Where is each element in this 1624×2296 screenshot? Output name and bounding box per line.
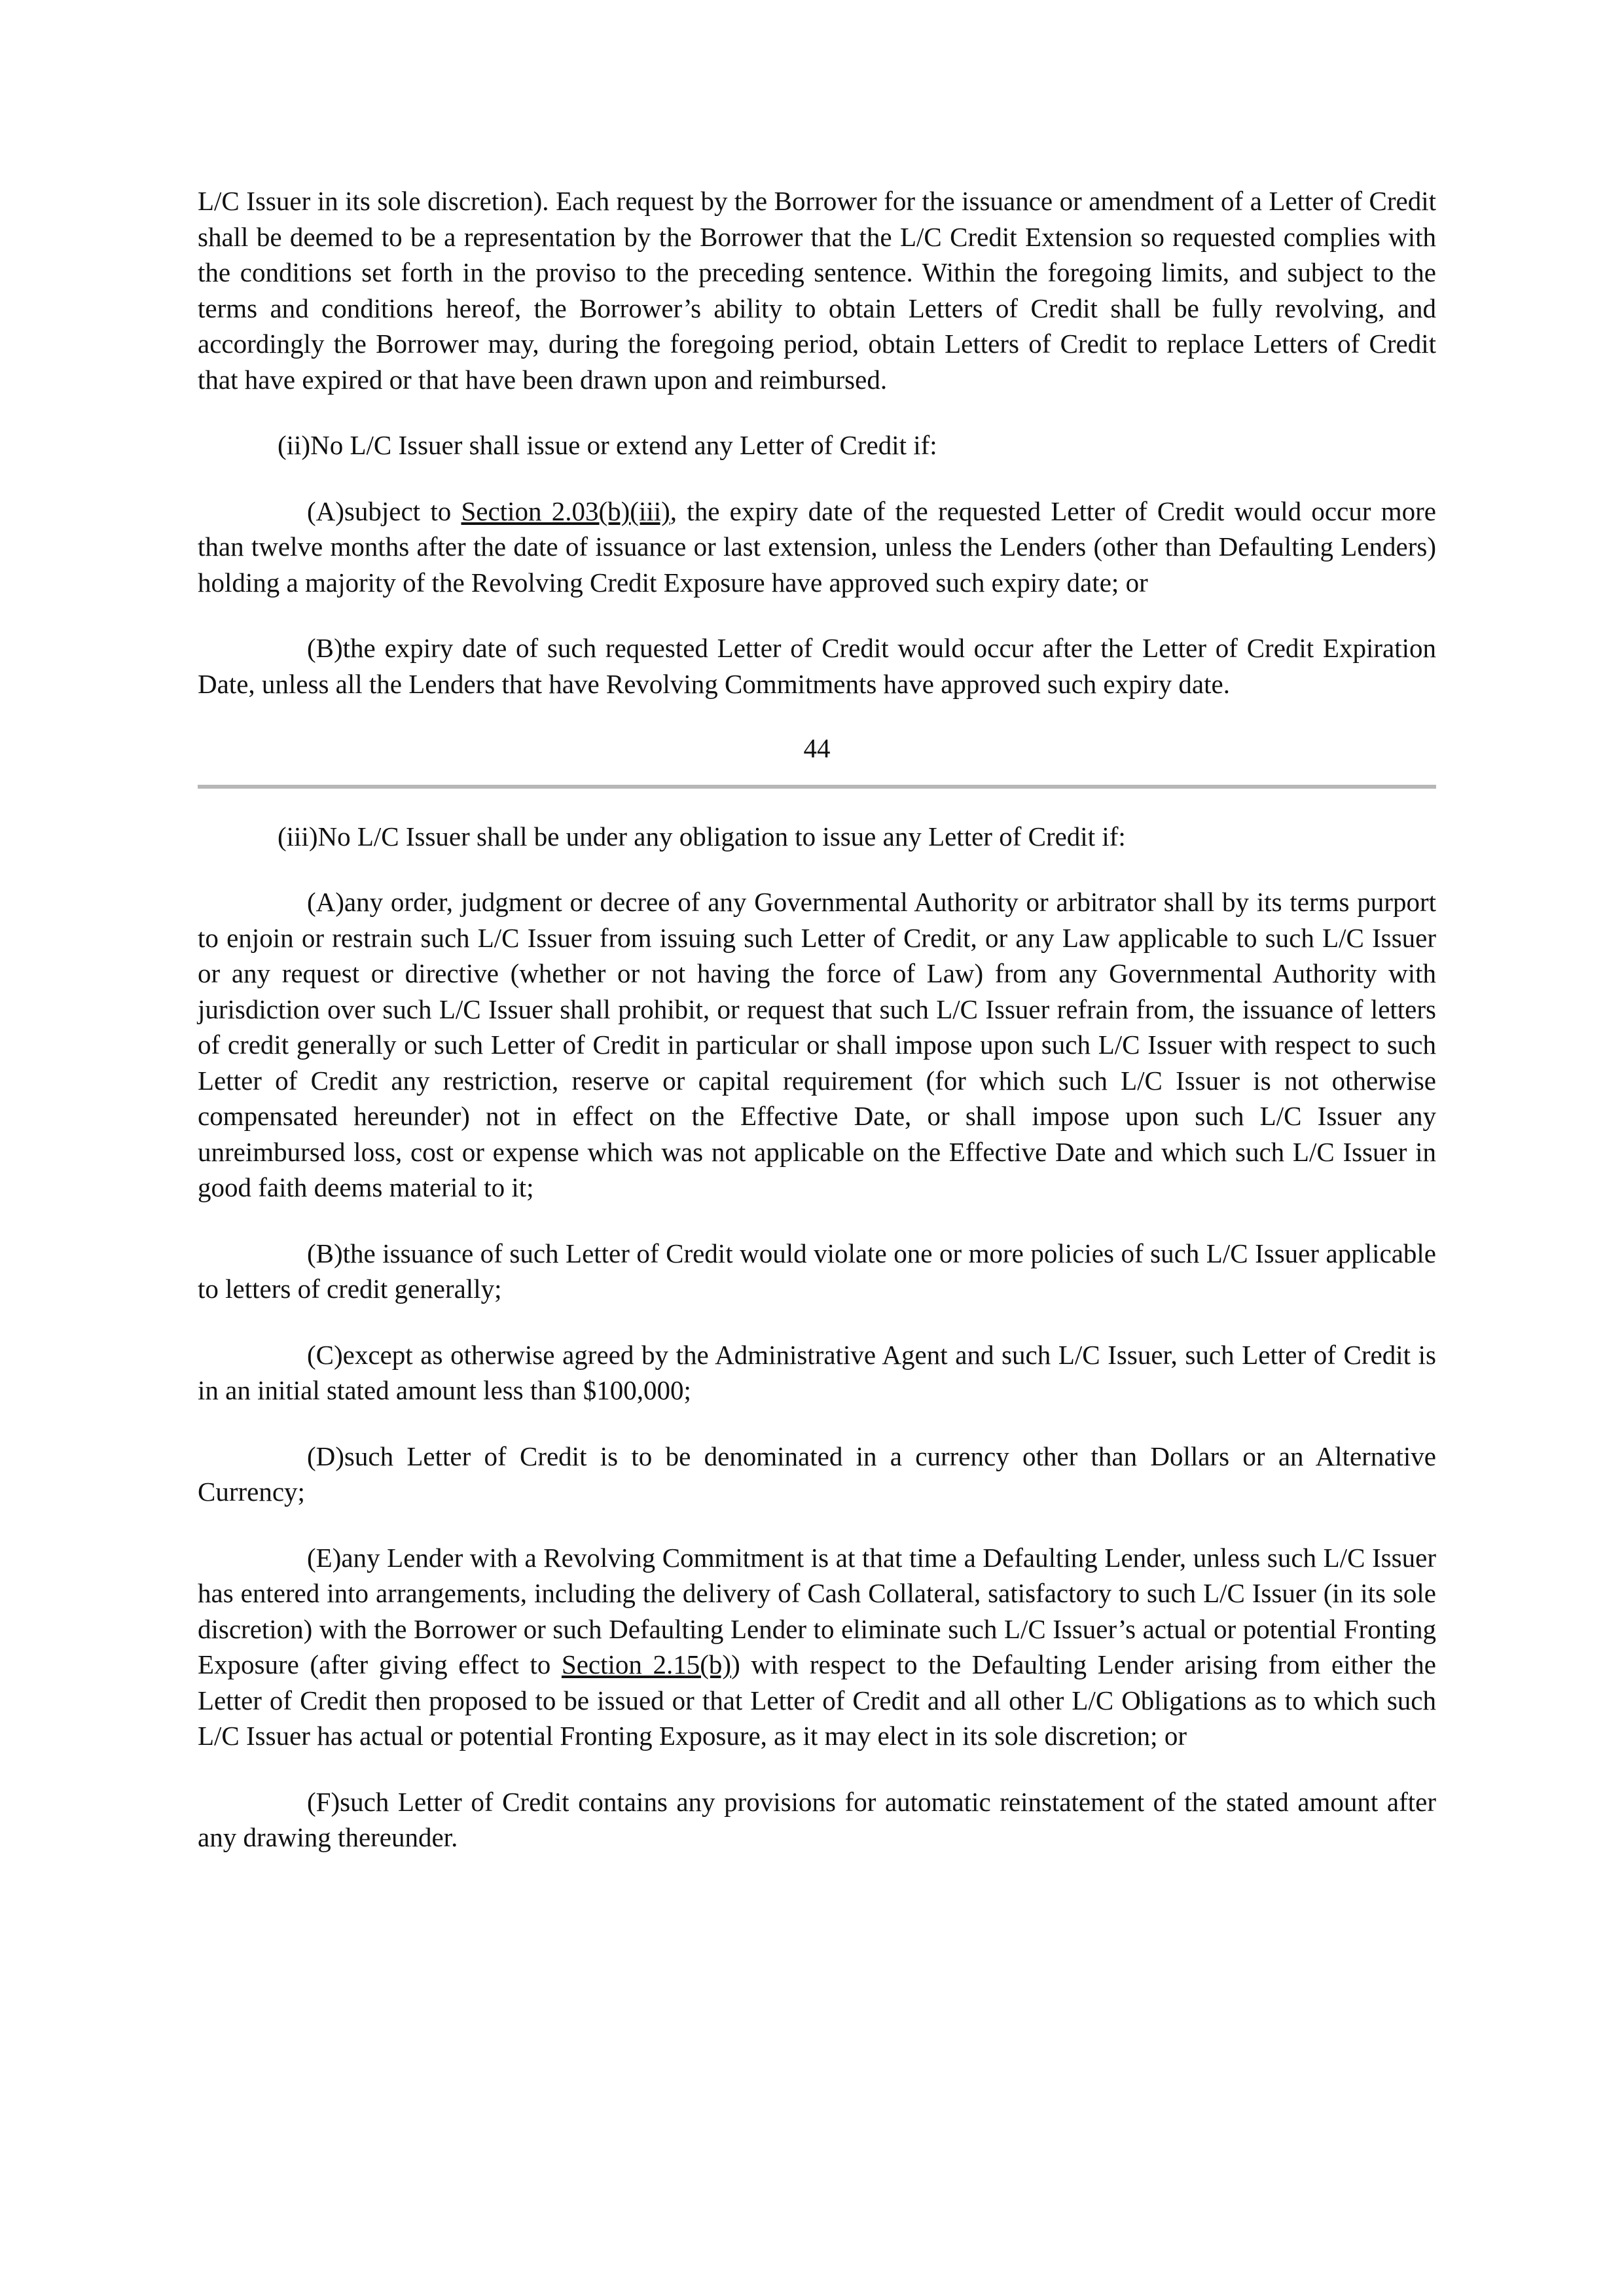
section-2-15-b-link[interactable]: Section 2.15(b) [561,1649,732,1679]
clause-ii-b: (B)the expiry date of such requested Letter of Credit would occur after the Letter of Credit Expiration Date, unless all the Lenders that have Revolving Commitments have approved such expiry date. [198,633,1436,699]
clause-iii-f: (F)such Letter of Credit contains any provisions for automatic reinstatement of the stated amount after any drawing thereunder. [198,1786,1436,1852]
clause-iii-e-prefix: (E)any Lender with a Revolving Commitment is at that time a Defaulting Lender, unless such L/C Issuer has entered into arrangements, including the delivery of Cash Collateral, satisfactory to such L/C Issuer (in its sole discretion) with the Borrower or such Defaulting Lender to eliminate such L/C Issuer’s actual or potential Fronting Exposure (after giving effect to [198,1542,1436,1679]
clause-iii-a: (A)any order, judgment or decree of any Governmental Authority or arbitrator shall by its terms purport to enjoin or restrain such L/C Issuer from issuing such Letter of Credit, or any Law applicable to such L/C Issuer or any request or directive (whether or not having the force of Law) from any Governmental Authority with jurisdiction over such L/C Issuer shall prohibit, or request that such L/C Issuer refrain from, the issuance of letters of credit generally or such Letter of Credit in particular or shall impose upon such L/C Issuer with respect to such Letter of Credit any restriction, reserve or capital requirement (for which such L/C Issuer is not otherwise compensated hereunder) not in effect on the Effective Date, or shall impose upon such L/C Issuer any unreimbursed loss, cost or expense which was not applicable on the Effective Date and which such L/C Issuer in good faith deems material to it; [198,887,1436,1202]
clause-ii-a [198,493,1436,601]
page-break-divider [198,785,1436,789]
clause-iii-e [198,1540,1436,1754]
clause-iii-d: (D)such Letter of Credit is to be denominated in a currency other than Dollars or an Alternative Currency; [198,1441,1436,1507]
clause-ii-heading: (ii)No L/C Issuer shall issue or extend any Letter of Credit if: [278,430,937,460]
continuation-paragraph: L/C Issuer in its sole discretion). Each request by the Borrower for the issuance or amendment of a Letter of Credit shall be deemed to be a representation by the Borrower that the L/C Credit Extension so requested complies with the conditions set forth in the proviso to the preceding sentence. Within the foregoing limits, and subject to the terms and conditions hereof, the Borrower’s ability to obtain Letters of Credit shall be fully revolving, and accordingly the Borrower may, during the foregoing period, obtain Letters of Credit to replace Letters of Credit that have expired or that have been drawn upon and reimbursed. [198,186,1436,395]
document-page [198,183,1436,1856]
clause-iii-e-suffix: ) with respect to the Defaulting Lender arising from either the Letter of Credit then proposed to be issued or that Letter of Credit and all other L/C Obligations as to which such L/C Issuer has actual or potential Fronting Exposure, as it may elect in its sole discretion; or [198,1649,1436,1751]
clause-ii-a-prefix: (A)subject to [307,495,461,526]
clause-iii-heading: (iii)No L/C Issuer shall be under any obligation to issue any Letter of Credit if: [278,821,1126,852]
page-number: 44 [803,733,831,763]
clause-ii-a-suffix: , the expiry date of the requested Letter of Credit would occur more than twelve months after the date of issuance or last extension, unless the Lenders (other than Defaulting Lenders) holding a majority of the Revolving Credit Exposure have approved such expiry date; or [198,495,1436,598]
clause-iii-c: (C)except as otherwise agreed by the Administrative Agent and such L/C Issuer, such Letter of Credit is in an initial stated amount less than $100,000; [198,1339,1436,1405]
section-2-03-b-iii-link[interactable]: Section 2.03(b)(iii) [461,495,670,526]
clause-iii-b: (B)the issuance of such Letter of Credit would violate one or more policies of such L/C Issuer applicable to letters of credit generally; [198,1238,1436,1304]
